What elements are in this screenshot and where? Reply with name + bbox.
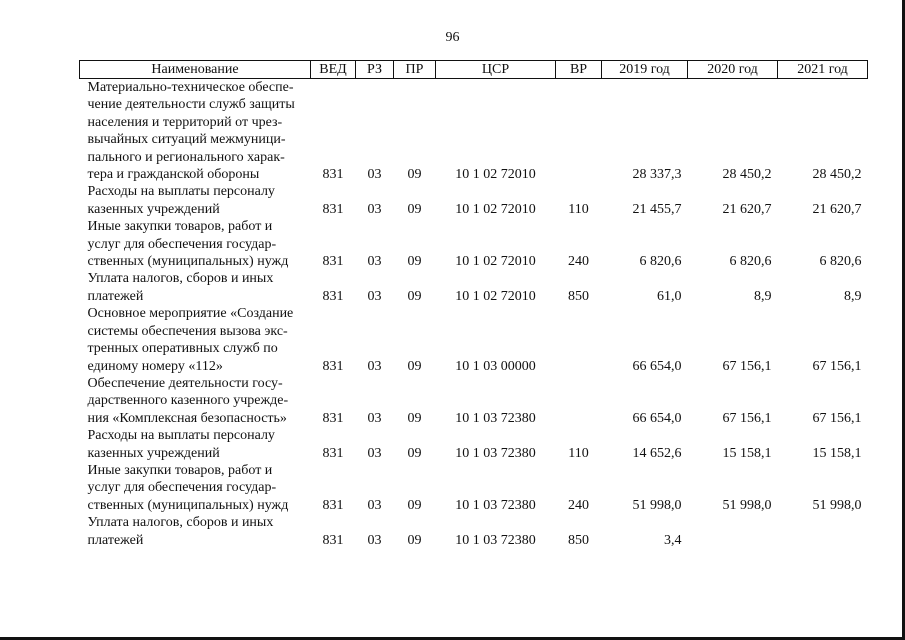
cell-ved: 831 xyxy=(322,410,344,426)
cell-2019: 61,0 xyxy=(657,288,682,304)
cell-csr: 10 1 03 72380 xyxy=(455,445,536,461)
header-2020: 2020 год xyxy=(688,61,778,79)
budget-table xyxy=(79,60,868,549)
cell-ved: 831 xyxy=(322,288,344,304)
cell-2021: 15 158,1 xyxy=(812,445,862,461)
cell-csr: 10 1 03 72380 xyxy=(455,532,536,548)
cell-ved: 831 xyxy=(322,532,344,548)
cell-rz: 03 xyxy=(367,254,382,270)
cell-2021: 51 998,0 xyxy=(812,497,862,513)
cell-csr: 10 1 02 72010 xyxy=(455,288,536,304)
table-row xyxy=(80,183,868,218)
header-pr: ПР xyxy=(394,61,436,79)
header-vr: ВР xyxy=(556,61,602,79)
cell-name: Расходы на выплаты персоналу казенных учреждений xyxy=(87,428,275,461)
cell-name: Материально-техническое обеспе- чение деятельности служб защиты населения и территорий от чрез- вычайных ситуаций межмуници- пального и регионального харак- тера и гражданской обороны xyxy=(87,80,295,183)
cell-2020: 67 156,1 xyxy=(722,410,772,426)
header-2019: 2019 год xyxy=(602,61,688,79)
cell-pr: 09 xyxy=(407,167,422,183)
page-number: 96 xyxy=(445,30,460,45)
table-body xyxy=(80,79,868,549)
cell-ved: 831 xyxy=(322,497,344,513)
header-csr: ЦСР xyxy=(436,61,556,79)
cell-rz: 03 xyxy=(367,288,382,304)
cell-name: Иные закупки товаров, работ и услуг для обеспечения государ- ственных (муниципальных) нужд xyxy=(87,462,289,513)
cell-2021: 21 620,7 xyxy=(812,201,862,217)
cell-2020: 67 156,1 xyxy=(722,358,772,374)
cell-2020: 6 820,6 xyxy=(729,254,772,270)
cell-2019: 28 337,3 xyxy=(632,167,682,183)
budget-table-container xyxy=(79,60,867,549)
cell-vr: 240 xyxy=(568,497,589,513)
cell-csr: 10 1 02 72010 xyxy=(455,201,536,217)
cell-ved: 831 xyxy=(322,201,344,217)
table-row xyxy=(80,375,868,427)
cell-2020: 15 158,1 xyxy=(722,445,772,461)
cell-vr: 110 xyxy=(568,201,589,217)
cell-name: Расходы на выплаты персоналу казенных учреждений xyxy=(87,184,275,217)
cell-ved: 831 xyxy=(322,167,344,183)
cell-csr: 10 1 03 72380 xyxy=(455,497,536,513)
table-row xyxy=(80,514,868,549)
cell-2019: 66 654,0 xyxy=(632,358,682,374)
cell-2019: 21 455,7 xyxy=(632,201,682,217)
cell-pr: 09 xyxy=(407,201,422,217)
cell-2020: 28 450,2 xyxy=(722,167,772,183)
cell-2020: 21 620,7 xyxy=(722,201,772,217)
cell-2020 xyxy=(688,514,778,549)
cell-vr: 850 xyxy=(568,532,589,548)
cell-2019: 66 654,0 xyxy=(632,410,682,426)
cell-rz: 03 xyxy=(367,410,382,426)
cell-rz: 03 xyxy=(367,358,382,374)
cell-pr: 09 xyxy=(407,532,422,548)
table-header-row xyxy=(80,61,868,79)
cell-pr: 09 xyxy=(407,445,422,461)
header-rz: РЗ xyxy=(356,61,394,79)
cell-vr: 110 xyxy=(568,445,589,461)
cell-pr: 09 xyxy=(407,288,422,304)
cell-name: Основное мероприятие «Создание системы обеспечения вызова экс- тренных оперативных служб по единому номеру «112» xyxy=(87,306,294,374)
table-row xyxy=(80,218,868,270)
cell-2019: 51 998,0 xyxy=(632,497,682,513)
cell-2019: 3,4 xyxy=(664,532,682,548)
header-ved: ВЕД xyxy=(311,61,356,79)
cell-pr: 09 xyxy=(407,497,422,513)
cell-ved: 831 xyxy=(322,358,344,374)
cell-name: Иные закупки товаров, работ и услуг для обеспечения государ- ственных (муниципальных) нужд xyxy=(87,219,289,270)
cell-csr: 10 1 02 72010 xyxy=(455,254,536,270)
cell-2021 xyxy=(778,514,868,549)
cell-2019: 14 652,6 xyxy=(632,445,682,461)
cell-2021: 28 450,2 xyxy=(812,167,862,183)
cell-ved: 831 xyxy=(322,445,344,461)
cell-2021: 67 156,1 xyxy=(812,358,862,374)
cell-vr xyxy=(556,375,602,427)
cell-2020: 51 998,0 xyxy=(722,497,772,513)
cell-rz: 03 xyxy=(367,445,382,461)
table-row xyxy=(80,427,868,462)
cell-2021: 6 820,6 xyxy=(819,254,862,270)
cell-2021: 67 156,1 xyxy=(812,410,862,426)
cell-csr: 10 1 03 72380 xyxy=(455,410,536,426)
cell-rz: 03 xyxy=(367,201,382,217)
cell-name: Уплата налогов, сборов и иных платежей xyxy=(87,271,274,304)
cell-vr xyxy=(556,305,602,375)
header-2021: 2021 год xyxy=(778,61,868,79)
header-name: Наименование xyxy=(80,61,311,79)
cell-2020: 8,9 xyxy=(754,288,772,304)
cell-ved: 831 xyxy=(322,254,344,270)
cell-csr: 10 1 02 72010 xyxy=(455,167,536,183)
cell-csr: 10 1 03 00000 xyxy=(455,358,536,374)
cell-name: Уплата налогов, сборов и иных платежей xyxy=(87,515,274,548)
cell-2021: 8,9 xyxy=(844,288,862,304)
cell-name: Обеспечение деятельности госу- дарственного казенного учрежде- ния «Комплексная безопасность» xyxy=(87,375,289,426)
cell-rz: 03 xyxy=(367,532,382,548)
table-row xyxy=(80,79,868,184)
table-row xyxy=(80,305,868,375)
cell-rz: 03 xyxy=(367,497,382,513)
cell-pr: 09 xyxy=(407,358,422,374)
cell-pr: 09 xyxy=(407,410,422,426)
cell-2019: 6 820,6 xyxy=(639,254,682,270)
table-row xyxy=(80,270,868,305)
cell-vr xyxy=(556,79,602,184)
cell-pr: 09 xyxy=(407,254,422,270)
cell-vr: 850 xyxy=(568,288,589,304)
cell-vr: 240 xyxy=(568,254,589,270)
cell-rz: 03 xyxy=(367,167,382,183)
table-row xyxy=(80,462,868,514)
